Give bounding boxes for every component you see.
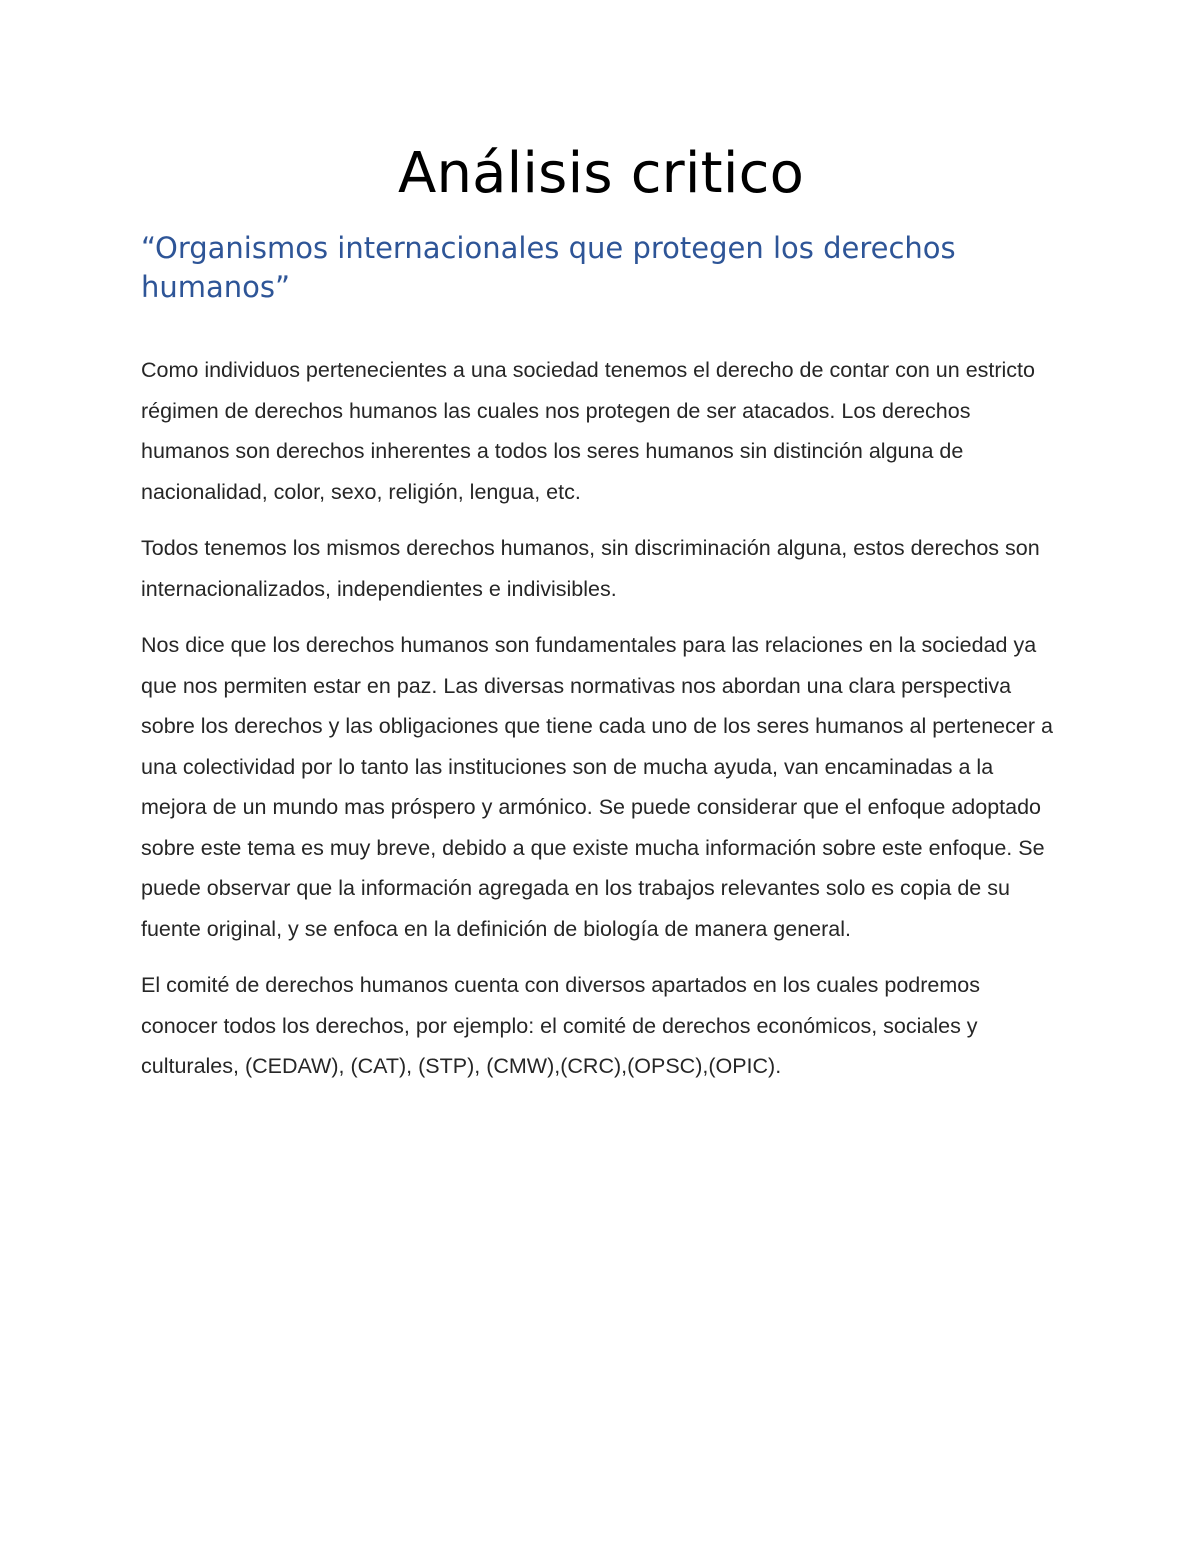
paragraph-3: Nos dice que los derechos humanos son fundamentales para las relaciones en la sociedad ya que nos permiten estar en paz. Las diversas normativas nos abordan una clara perspectiva sobre los derechos y las obligaciones que tiene cada uno de los seres humanos al pertenecer a una colectividad por lo tanto las instituciones son de mucha ayuda, van encaminadas a la mejora de un mundo mas próspero y armónico. Se puede considerar que el enfoque adoptado sobre este tema es muy breve, debido a que existe mucha información sobre este enfoque. Se puede observar que la información agregada en los trabajos relevantes solo es copia de su fuente original, y se enfoca en la definición de biología de manera general. (141, 633, 1053, 941)
paragraph-1: Como individuos pertenecientes a una sociedad tenemos el derecho de contar con un estricto régimen de derechos humanos las cuales nos protegen de ser atacados. Los derechos humanos son derechos inherentes a todos los seres humanos sin distinción alguna de nacionalidad, color, sexo, religión, lengua, etc. (141, 358, 1035, 504)
document-body (141, 350, 1061, 1087)
document-content (141, 138, 1061, 1103)
paragraph-2: Todos tenemos los mismos derechos humanos, sin discriminación alguna, estos derechos son internacionalizados, independientes e indivisibles. (141, 536, 1040, 601)
document-subtitle: “Organismos internacionales que protegen los derechos humanos” (141, 231, 956, 304)
paragraph-4: El comité de derechos humanos cuenta con diversos apartados en los cuales podremos conocer todos los derechos, por ejemplo: el comité de derechos económicos, sociales y culturales, (CEDAW), (CAT), (STP), (CMW),(CRC),(OPSC),(OPIC). (141, 973, 980, 1078)
document-title: Análisis critico (397, 141, 805, 206)
